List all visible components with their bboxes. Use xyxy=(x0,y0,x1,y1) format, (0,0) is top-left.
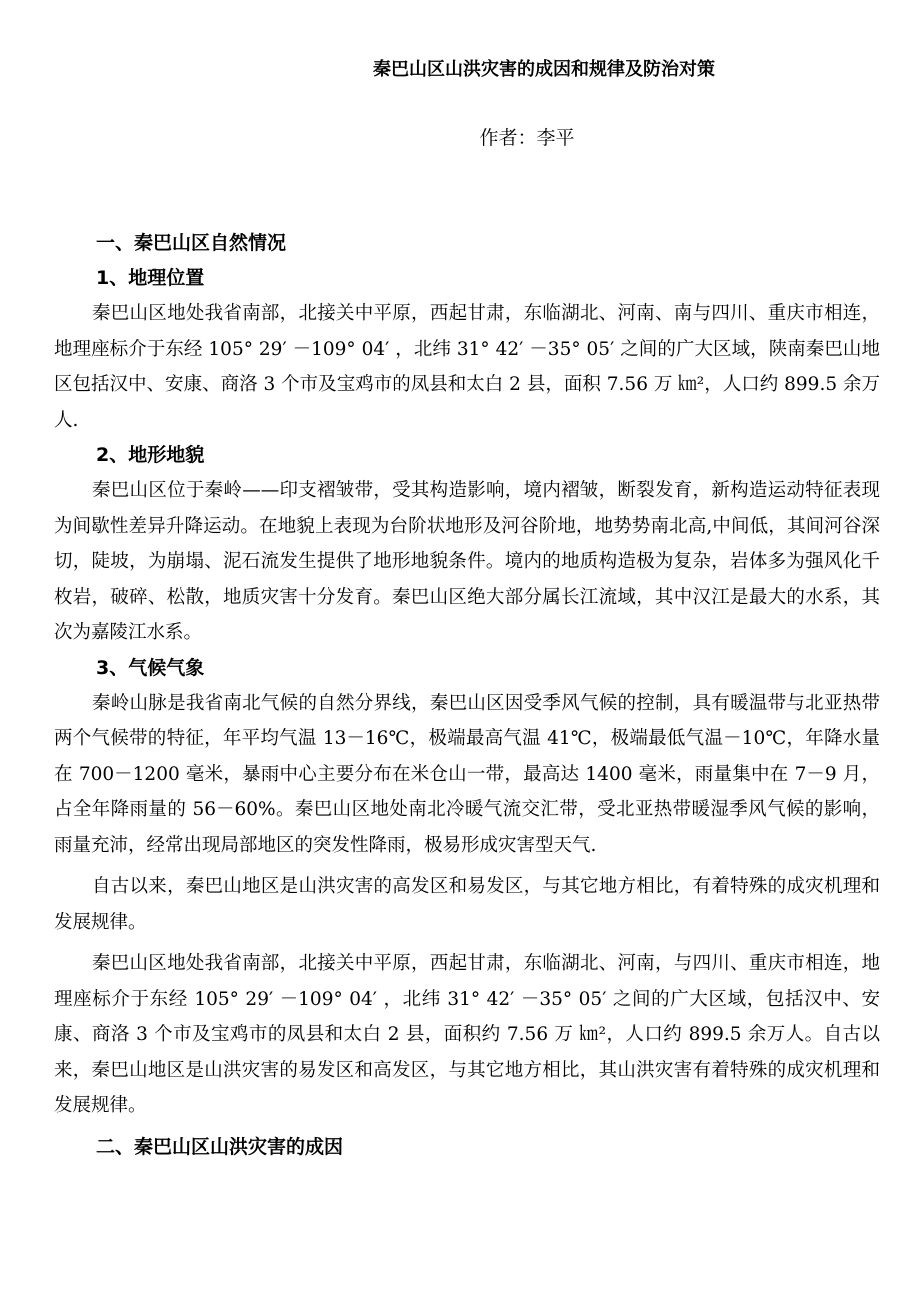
paragraph-climate: 秦岭山脉是我省南北气候的自然分界线，秦巴山区因受季风气候的控制，具有暖温带与北亚热带两个气候带的特征，年平均气温 13－16℃，极端最高气温 41℃，极端最低气温－10℃，年降水量在 700－1200 毫米，暴雨中心主要分布在米仓山一带，最高达 1400 毫米，雨量集中在 7－9 月，占全年降雨量的 56－60%。秦巴山区地处南北冷暖气流交汇带，受北亚热带暖湿季风气候的影响，雨量充沛，经常出现局部地区的突发性降雨，极易形成灾害型天气. xyxy=(54,692,880,856)
section-heading-natural-conditions: 一、秦巴山区自然情况 xyxy=(96,232,287,254)
subsection-heading-location: 1、地理位置 xyxy=(96,267,205,289)
document-title: 秦巴山区山洪灾害的成因和规律及防治对策 xyxy=(373,59,715,80)
paragraph-region-summary: 秦巴山区地处我省南部，北接关中平原，西起甘肃，东临湖北、河南，与四川、重庆市相连，地理座标介于东经 105° 29′ －109° 04′ ，北纬 31° 42′ －35° 05′ 之间的广大区域，包括汉中、安康、商洛 3 个市及宝鸡市的凤县和太白 2 县，面积约 7.56 万 ㎞²，人口约 899.5 余万人。自古以来，秦巴山地区是山洪灾害的易发区和高发区，与其它地方相比，其山洪灾害有着特殊的成灾机理和发展规律。 xyxy=(54,953,880,1116)
section-heading-causes: 二、秦巴山区山洪灾害的成因 xyxy=(96,1135,344,1158)
paragraph-history: 自古以来，秦巴山地区是山洪灾害的高发区和易发区，与其它地方相比，有着特殊的成灾机理和发展规律。 xyxy=(54,876,880,933)
subsection-heading-climate: 3、气候气象 xyxy=(96,656,205,679)
document-body xyxy=(54,226,880,1165)
paragraph-terrain: 秦巴山区位于秦岭——印支褶皱带，受其构造影响，境内褶皱，断裂发育，新构造运动特征表现为间歇性差异升降运动。在地貌上表现为台阶状地形及河谷阶地，地势势南北高,中间低，其间河谷深切，陡坡，为崩塌、泥石流发生提供了地形地貌条件。境内的地质构造极为复杂，岩体多为强风化千枚岩，破碎、松散，地质灾害十分发育。秦巴山区绝大部分属长江流域，其中汉江是最大的水系，其次为嘉陵江水系。 xyxy=(54,480,880,643)
paragraph-location: 秦巴山区地处我省南部，北接关中平原，西起甘肃，东临湖北、河南、南与四川、重庆市相连，地理座标介于东经 105° 29′ －109° 04′ ，北纬 31° 42′ －35° 05′ 之间的广大区域，陕南秦巴山地区包括汉中、安康、商洛 3 个市及宝鸡市的凤县和太白 2 县，面积 7.56 万 ㎞²，人口约 899.5 余万人. xyxy=(54,303,880,431)
subsection-heading-terrain: 2、地形地貌 xyxy=(96,444,205,466)
document-page xyxy=(54,0,880,1302)
document-author: 作者：李平 xyxy=(479,127,575,149)
